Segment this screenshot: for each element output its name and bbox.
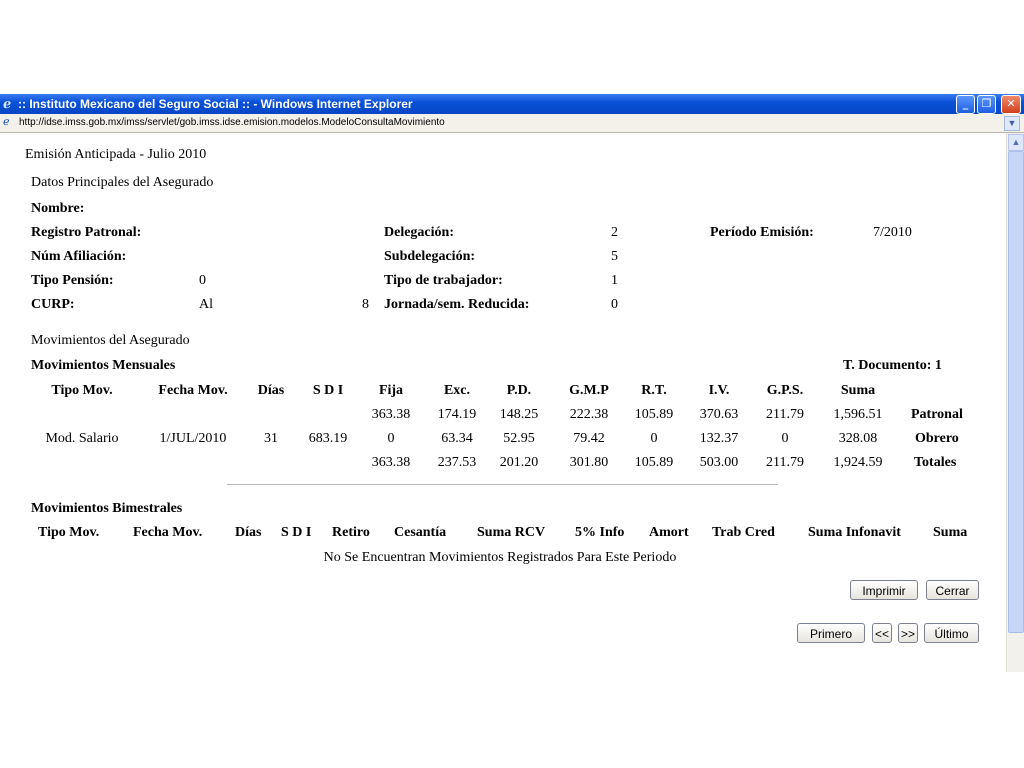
address-url[interactable]: http://idse.imss.gob.mx/imss/servlet/gob.imss.idse.emision.modelos.ModeloConsultaMovimiento <box>19 117 445 128</box>
bimestrales-empty-message: No Se Encuentran Movimientos Registrados Para Este Periodo <box>323 550 677 565</box>
bim-header-sdi: S D I <box>281 525 312 540</box>
ie-logo-icon: ℯ <box>3 96 12 111</box>
bim-header-trab-cred: Trab Cred <box>712 525 775 540</box>
patronal-iv: 370.63 <box>699 407 739 422</box>
afiliacion-label: Núm Afiliación: <box>31 249 127 264</box>
jornada-value: 0 <box>611 297 618 312</box>
mensuales-header-iv: I.V. <box>708 383 730 398</box>
movimientos-title: Movimientos del Asegurado <box>31 333 190 348</box>
mensuales-header-dias: Días <box>257 383 285 398</box>
totales-gmp: 301.80 <box>569 455 609 470</box>
mensuales-header-gps: G.P.S. <box>766 383 804 398</box>
tipo-pension-label: Tipo Pensión: <box>31 273 114 288</box>
patronal-exc: 174.19 <box>437 407 477 422</box>
totales-gps: 211.79 <box>766 455 804 470</box>
patronal-gmp: 222.38 <box>569 407 609 422</box>
mensuales-header-fecha-mov: Fecha Mov. <box>158 383 228 398</box>
mov-tipo: Mod. Salario <box>45 431 119 446</box>
totales-exc: 237.53 <box>437 455 477 470</box>
scroll-thumb[interactable] <box>1008 151 1024 633</box>
bim-header-suma-infonavit: Suma Infonavit <box>808 525 901 540</box>
address-dropdown-icon[interactable]: ▼ <box>1004 116 1020 131</box>
table-divider <box>227 484 778 485</box>
delegacion-label: Delegación: <box>384 225 454 240</box>
patronal-rt: 105.89 <box>634 407 674 422</box>
bim-header-suma-rcv: Suma RCV <box>477 525 546 540</box>
patronal-pd: 148.25 <box>499 407 539 422</box>
bim-header-5-info: 5% Info <box>575 525 625 540</box>
tipo-pension-value: 0 <box>199 273 206 288</box>
mov-sdi: 683.19 <box>308 431 348 446</box>
mensuales-header-suma: Suma <box>840 383 876 398</box>
mensuales-header-gmp: G.M.P <box>569 383 609 398</box>
obrero-fija: 0 <box>387 431 395 446</box>
patronal-label: Patronal <box>911 407 963 422</box>
next-button[interactable]: >> <box>898 623 918 643</box>
mensuales-header-tipo-mov: Tipo Mov. <box>51 383 113 398</box>
mensuales-header-exc: Exc. <box>443 383 471 398</box>
vertical-scrollbar[interactable] <box>1006 133 1024 672</box>
totales-label: Totales <box>914 455 957 470</box>
primero-button[interactable]: Primero <box>797 623 865 643</box>
mensuales-title: Movimientos Mensuales <box>31 358 176 373</box>
mov-dias: 31 <box>264 431 278 446</box>
totales-suma: 1,924.59 <box>833 455 883 470</box>
bim-header-tipo-mov: Tipo Mov. <box>38 525 100 540</box>
close-button[interactable]: ✕ <box>1001 95 1021 114</box>
imprimir-button[interactable]: Imprimir <box>850 580 918 600</box>
window-title: :: Instituto Mexicano del Seguro Social :: - Windows Internet Explorer <box>18 97 413 111</box>
nombre-label: Nombre: <box>31 201 85 216</box>
subdelegacion-value: 5 <box>611 249 618 264</box>
datos-title: Datos Principales del Asegurado <box>31 175 214 190</box>
page-icon: ℯ <box>3 116 10 128</box>
minimize-button[interactable]: _ <box>956 95 975 114</box>
tipo-trabajador-value: 1 <box>611 273 618 288</box>
scroll-up-icon[interactable]: ▲ <box>1008 134 1024 151</box>
obrero-label: Obrero <box>915 431 959 446</box>
bim-header-dias: Días <box>235 525 262 540</box>
bim-header-retiro: Retiro <box>332 525 370 540</box>
mensuales-header-rt: R.T. <box>641 383 667 398</box>
curp-value-start: Al <box>199 297 213 312</box>
cerrar-button[interactable]: Cerrar <box>926 580 979 600</box>
mensuales-header-pd: P.D. <box>506 383 532 398</box>
tipo-trabajador-label: Tipo de trabajador: <box>384 273 503 288</box>
previous-button[interactable]: << <box>872 623 892 643</box>
totales-iv: 503.00 <box>699 455 739 470</box>
mensuales-header-sdi: S D I <box>312 383 344 398</box>
subdelegacion-label: Subdelegación: <box>384 249 476 264</box>
totales-rt: 105.89 <box>634 455 674 470</box>
tipo-documento: T. Documento: 1 <box>843 358 942 373</box>
address-bar <box>0 114 1024 133</box>
obrero-suma: 328.08 <box>838 431 878 446</box>
page-content <box>0 133 1006 672</box>
mensuales-header-fija: Fija <box>378 383 404 398</box>
obrero-exc: 63.34 <box>441 431 473 446</box>
obrero-gmp: 79.42 <box>573 431 605 446</box>
patronal-suma: 1,596.51 <box>833 407 883 422</box>
totales-fija: 363.38 <box>371 455 411 470</box>
bim-header-suma: Suma <box>933 525 968 540</box>
obrero-rt: 0 <box>650 431 658 446</box>
patronal-gps: 211.79 <box>766 407 804 422</box>
browser-window <box>0 94 1024 672</box>
registro-label: Registro Patronal: <box>31 225 142 240</box>
jornada-label: Jornada/sem. Reducida: <box>384 297 530 312</box>
periodo-label: Período Emisión: <box>710 225 814 240</box>
patronal-fija: 363.38 <box>371 407 411 422</box>
periodo-value: 7/2010 <box>873 225 912 240</box>
title-bar <box>0 94 1024 114</box>
totales-pd: 201.20 <box>499 455 539 470</box>
bim-header-fecha-mov: Fecha Mov. <box>133 525 203 540</box>
bim-header-cesantia: Cesantía <box>394 525 447 540</box>
page-heading: Emisión Anticipada - Julio 2010 <box>25 147 207 162</box>
mov-fecha: 1/JUL/2010 <box>159 431 227 446</box>
obrero-gps: 0 <box>781 431 789 446</box>
restore-button[interactable]: ❐ <box>977 95 996 114</box>
curp-value-end: 8 <box>362 297 369 312</box>
obrero-iv: 132.37 <box>699 431 739 446</box>
ultimo-button[interactable]: Último <box>924 623 979 643</box>
delegacion-value: 2 <box>611 225 618 240</box>
curp-label: CURP: <box>31 297 75 312</box>
bimestrales-title: Movimientos Bimestrales <box>31 501 183 516</box>
obrero-pd: 52.95 <box>503 431 535 446</box>
bim-header-amort: Amort <box>649 525 689 540</box>
